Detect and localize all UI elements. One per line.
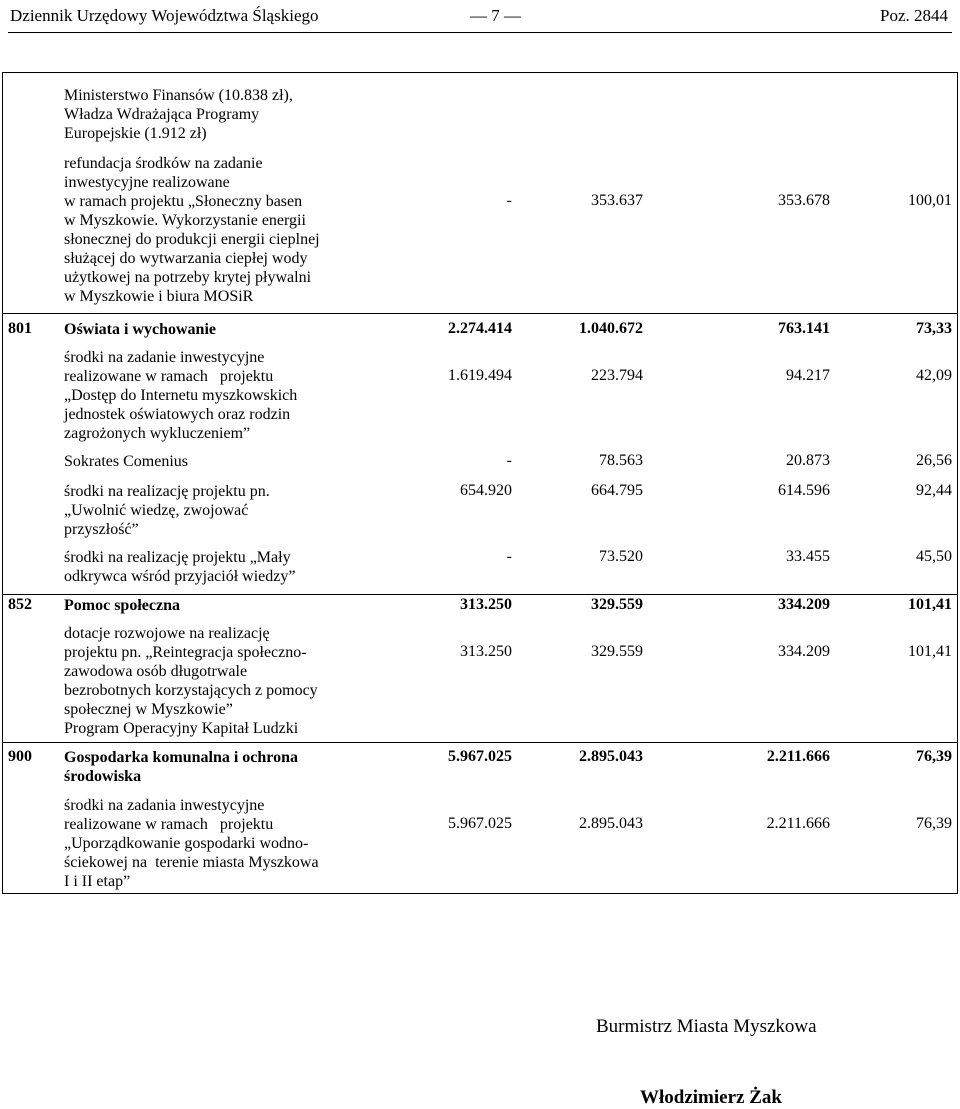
row-description: dotacje rozwojowe na realizację projektu pn. „Reintegracja społeczno- zawodowa osób długotrwale bezrobotnych korzystających z pomocy społecznej w Myszkowie” Program Operacyjny Kapitał Ludzki: [64, 625, 318, 737]
plan-value: 313.250: [460, 596, 512, 613]
row-description: środki na zadanie inwestycyjne realizowane w ramach projektu „Dostęp do Internetu myszkowskich jednostek oświatowych oraz rodzin zagrożonych wykluczeniem”: [64, 349, 298, 442]
section-divider: [2, 313, 958, 314]
plan-after-changes-value: 2.895.043: [579, 748, 643, 765]
percent-value: 42,09: [916, 367, 952, 384]
execution-value: 763.141: [778, 320, 830, 337]
plan-after-changes-value: 223.794: [591, 367, 643, 384]
plan-value: 313.250: [460, 643, 512, 660]
execution-value: 2.211.666: [766, 748, 830, 765]
percent-value: 76,39: [916, 748, 952, 765]
percent-value: 26,56: [916, 452, 952, 469]
plan-value: -: [506, 192, 512, 209]
plan-after-changes-value: 73.520: [599, 548, 643, 565]
plan-value: 5.967.025: [448, 748, 512, 765]
execution-value: 334.209: [778, 596, 830, 613]
row-description: Pomoc społeczna: [64, 597, 180, 614]
row-description: środki na realizację projektu „Mały odkrywca wśród przyjaciół wiedzy”: [64, 549, 296, 585]
plan-after-changes-value: 353.637: [591, 192, 643, 209]
row-description: środki na zadania inwestycyjne realizowane w ramach projektu „Uporządkowanie gospodarki wodno- ściekowej na terenie miasta Myszkowa I i II etap”: [64, 797, 319, 890]
percent-value: 100,01: [908, 192, 952, 209]
execution-value: 2.211.666: [766, 815, 830, 832]
position-number: Poz. 2844: [880, 6, 948, 25]
row-description: Oświata i wychowanie: [64, 321, 216, 338]
percent-value: 101,41: [908, 596, 952, 613]
execution-value: 614.596: [778, 482, 830, 499]
percent-value: 76,39: [916, 815, 952, 832]
section-code: 900: [8, 748, 32, 765]
plan-after-changes-value: 329.559: [591, 643, 643, 660]
publication-title: Dziennik Urzędowy Województwa Śląskiego: [10, 6, 319, 25]
plan-value: 2.274.414: [448, 320, 512, 337]
percent-value: 73,33: [916, 320, 952, 337]
section-divider: [2, 594, 958, 595]
row-description: Ministerstwo Finansów (10.838 zł), Władza Wdrażająca Programy Europejskie (1.912 zł): [64, 87, 293, 142]
plan-after-changes-value: 664.795: [591, 482, 643, 499]
execution-value: 94.217: [786, 367, 830, 384]
plan-after-changes-value: 329.559: [591, 596, 643, 613]
section-code: 801: [8, 320, 32, 337]
signatory-name: Włodzimierz Żak: [640, 1087, 782, 1108]
row-description: Sokrates Comenius: [64, 453, 188, 470]
plan-value: 1.619.494: [448, 367, 512, 384]
page-header: [8, 2, 952, 33]
row-description: Gospodarka komunalna i ochrona środowiska: [64, 749, 298, 785]
plan-value: -: [506, 452, 512, 469]
section-divider: [2, 742, 958, 743]
row-description: środki na realizację projektu pn. „Uwolnić wiedzę, zwojować przyszłość”: [64, 483, 270, 538]
percent-value: 92,44: [916, 482, 952, 499]
execution-value: 20.873: [786, 452, 830, 469]
percent-value: 101,41: [908, 643, 952, 660]
plan-after-changes-value: 78.563: [599, 452, 643, 469]
execution-value: 334.209: [778, 643, 830, 660]
execution-value: 353.678: [778, 192, 830, 209]
page-number: — 7 —: [470, 6, 521, 25]
plan-value: 5.967.025: [448, 815, 512, 832]
section-code: 852: [8, 596, 32, 613]
percent-value: 45,50: [916, 548, 952, 565]
plan-after-changes-value: 2.895.043: [579, 815, 643, 832]
execution-value: 33.455: [786, 548, 830, 565]
plan-value: -: [506, 548, 512, 565]
signatory-title: Burmistrz Miasta Myszkowa: [596, 1016, 817, 1037]
plan-value: 654.920: [460, 482, 512, 499]
plan-after-changes-value: 1.040.672: [579, 320, 643, 337]
row-description: refundacja środków na zadanie inwestycyjne realizowane w ramach projektu „Słoneczny basen w Myszkowie. Wykorzystanie energii słonecznej do produkcji energii cieplnej służącej do wytwarzania ciepłej wody użytkowej na potrzeby krytej pływalni w Myszkowie i biura MOSiR: [64, 155, 320, 305]
